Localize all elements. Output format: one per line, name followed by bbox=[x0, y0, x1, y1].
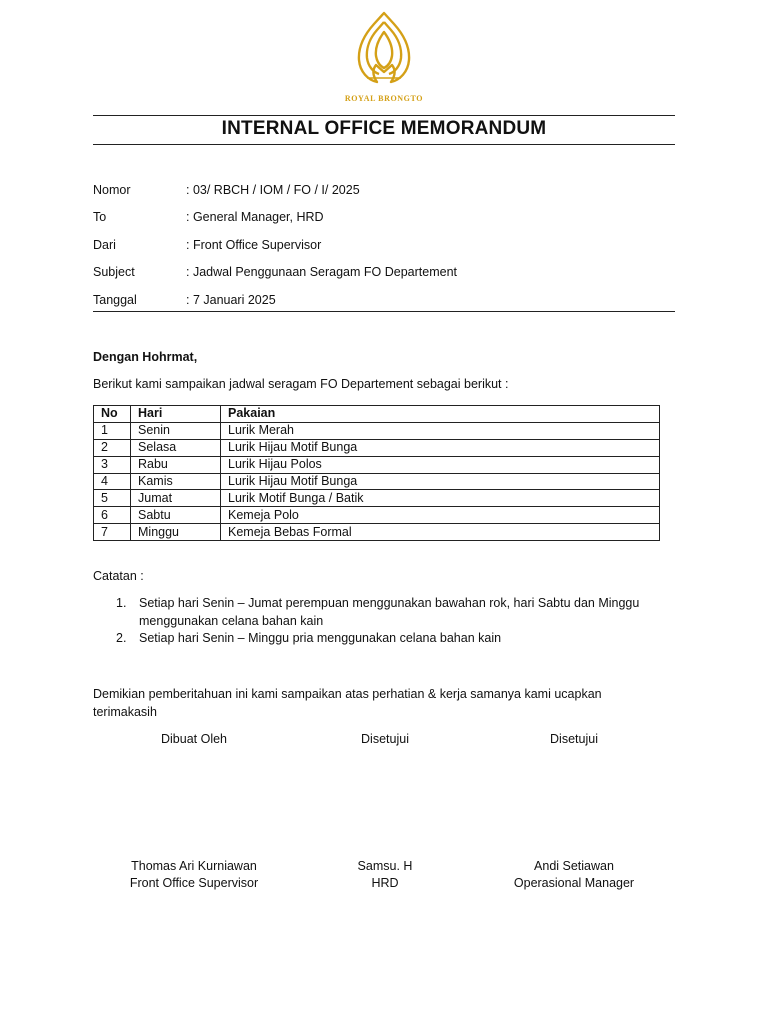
note-text-line: Setiap hari Senin – Minggu pria menggunakan celana bahan kain bbox=[139, 631, 502, 645]
table-row bbox=[94, 439, 660, 456]
cell-pakaian: Kemeja Polo bbox=[221, 507, 660, 524]
list-item bbox=[93, 595, 663, 630]
field-value: : 03/ RBCH / IOM / FO / I/ 2025 bbox=[186, 183, 360, 197]
cell-pakaian: Lurik Hijau Motif Bunga bbox=[221, 473, 660, 490]
field-label: To bbox=[93, 210, 107, 225]
table-row bbox=[94, 524, 660, 541]
list-item bbox=[93, 630, 663, 648]
field-label: Dari bbox=[93, 237, 116, 252]
uniform-schedule-table bbox=[93, 405, 660, 541]
field-value: : Jadwal Penggunaan Seragam FO Departement bbox=[186, 265, 457, 280]
company-logo bbox=[338, 10, 430, 105]
field-value: : Front Office Supervisor bbox=[186, 237, 322, 252]
cell-hari: Sabtu bbox=[131, 507, 221, 524]
closing-line: Demikian pemberitahuan ini kami sampaikan atas perhatian & kerja samanya kami ucapkan bbox=[93, 687, 602, 701]
field-label: Nomor bbox=[93, 183, 131, 197]
title-bottom-rule bbox=[93, 144, 675, 145]
cell-pakaian: Lurik Motif Bunga / Batik bbox=[221, 490, 660, 507]
signature-role-1: Dibuat Oleh bbox=[160, 732, 227, 746]
field-label: Subject bbox=[93, 265, 135, 280]
signer-name: Andi Setiawan bbox=[534, 859, 614, 873]
cell-hari: Rabu bbox=[131, 456, 221, 473]
table-row bbox=[94, 490, 660, 507]
cell-pakaian: Lurik Hijau Motif Bunga bbox=[221, 439, 660, 456]
memo-title: INTERNAL OFFICE MEMORANDUM bbox=[221, 118, 547, 139]
cell-pakaian: Lurik Merah bbox=[221, 422, 660, 439]
cell-pakaian: Lurik Hijau Polos bbox=[221, 456, 660, 473]
table-row bbox=[94, 456, 660, 473]
table-row bbox=[94, 473, 660, 490]
notes-list bbox=[93, 595, 663, 648]
field-label: Tanggal bbox=[93, 292, 137, 307]
intro-text: Berikut kami sampaikan jadwal seragam FO Departement sebagai berikut : bbox=[93, 377, 509, 391]
cell-hari: Minggu bbox=[131, 524, 221, 541]
cell-hari: Kamis bbox=[131, 473, 221, 490]
cell-no: 1 bbox=[94, 422, 131, 439]
royal-brongto-emblem-icon bbox=[353, 10, 415, 90]
signer-name: Thomas Ari Kurniawan bbox=[131, 859, 257, 873]
cell-hari: Jumat bbox=[131, 490, 221, 507]
closing-paragraph bbox=[93, 686, 653, 721]
signer-title: Front Office Supervisor bbox=[129, 875, 259, 890]
signature-block-1 bbox=[94, 858, 294, 891]
cell-no: 4 bbox=[94, 473, 131, 490]
field-value: : General Manager, HRD bbox=[186, 210, 324, 225]
notes-label: Catatan : bbox=[93, 569, 144, 583]
greeting: Dengan Hohrmat, bbox=[93, 350, 198, 364]
note-text-line: menggunakan celana bahan kain bbox=[139, 613, 324, 628]
signature-role-2: Disetujui bbox=[361, 732, 409, 746]
signer-title: Operasional Manager bbox=[513, 875, 635, 890]
cell-no: 2 bbox=[94, 439, 131, 456]
table-row bbox=[94, 507, 660, 524]
cell-hari: Selasa bbox=[131, 439, 221, 456]
column-header-no: No bbox=[94, 406, 131, 423]
signer-name: Samsu. H bbox=[357, 859, 413, 873]
cell-no: 5 bbox=[94, 490, 131, 507]
column-header-hari: Hari bbox=[131, 406, 221, 423]
signer-title: HRD bbox=[371, 875, 399, 890]
header-bottom-rule bbox=[93, 311, 675, 312]
closing-line: terimakasih bbox=[93, 704, 157, 719]
list-number: 2. bbox=[116, 631, 127, 645]
signature-role-3: Disetujui bbox=[550, 732, 598, 746]
cell-pakaian: Kemeja Bebas Formal bbox=[221, 524, 660, 541]
column-header-pakaian: Pakaian bbox=[221, 406, 660, 423]
table-row bbox=[94, 422, 660, 439]
signature-block-3 bbox=[474, 858, 674, 891]
cell-hari: Senin bbox=[131, 422, 221, 439]
signature-block-2 bbox=[285, 858, 485, 891]
cell-no: 7 bbox=[94, 524, 131, 541]
brand-name: ROYAL BRONGTO bbox=[344, 94, 424, 103]
cell-no: 3 bbox=[94, 456, 131, 473]
table-header-row bbox=[94, 406, 660, 423]
field-value: : 7 Januari 2025 bbox=[186, 292, 276, 307]
cell-no: 6 bbox=[94, 507, 131, 524]
title-top-rule bbox=[93, 115, 675, 116]
note-text-line: Setiap hari Senin – Jumat perempuan menggunakan bawahan rok, hari Sabtu dan Minggu bbox=[139, 596, 640, 610]
list-number: 1. bbox=[116, 596, 127, 610]
